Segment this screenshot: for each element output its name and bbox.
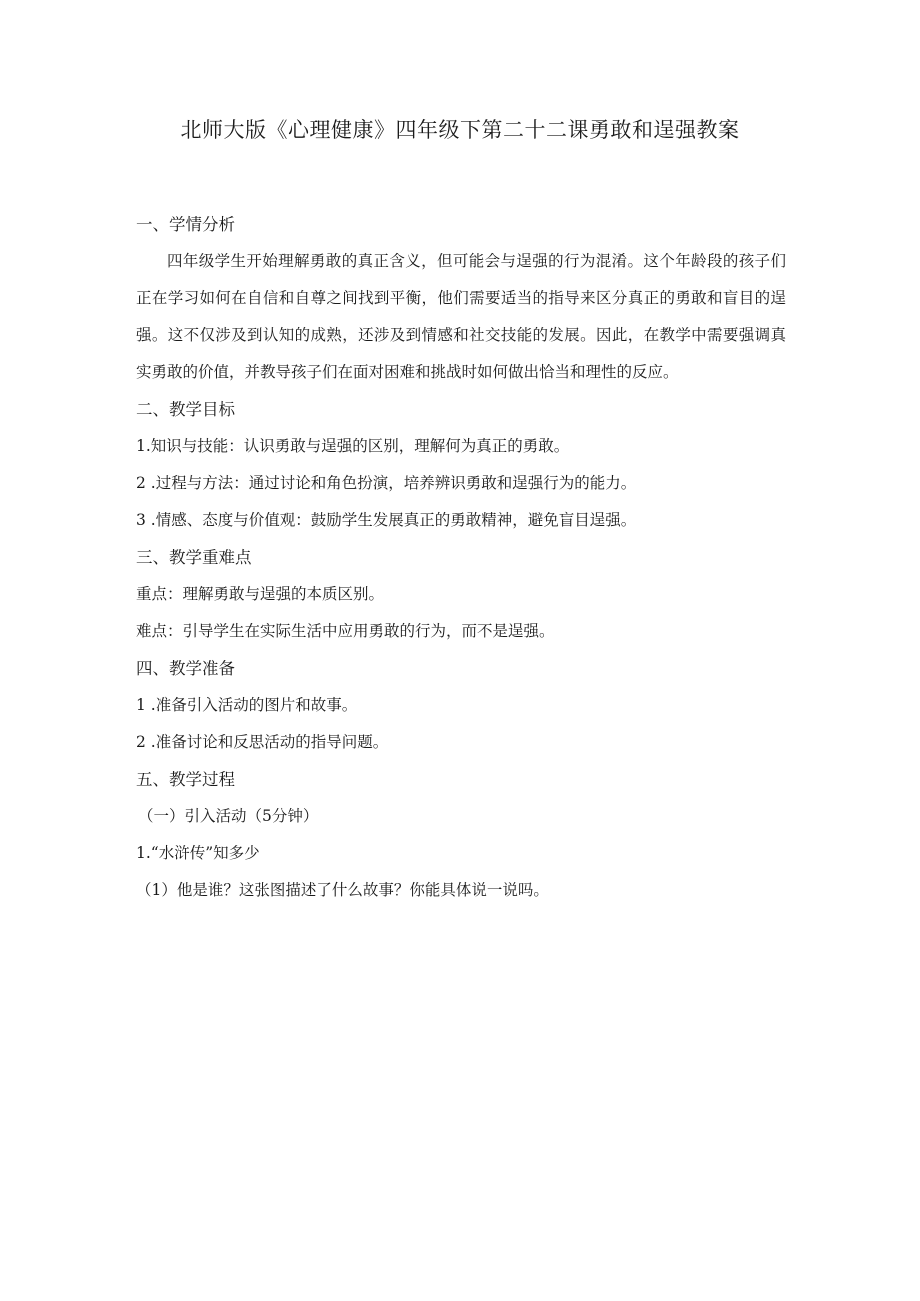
process-item-1: 1.“水浒传”知多少 bbox=[136, 844, 260, 862]
analysis-paragraph: 四年级学生开始理解勇敢的真正含义，但可能会与逞强的行为混淆。这个年龄段的孩子们正在学习如何在自信和自尊之间找到平衡，他们需要适当的指导来区分真正的勇敢和盲目的逞强。这不仅涉及到认知的成熟，还涉及到情感和社交技能的发展。因此，在教学中需要强调真实勇敢的价值，并教导孩子们在面对困难和挑战时如何做出恰当和理性的反应。 bbox=[136, 252, 786, 381]
process-question-1: （1）他是谁？这张图描述了什么故事？你能具体说一说吗。 bbox=[136, 881, 549, 899]
document-title: 北师大版《心理健康》四年级下第二十二课勇敢和逞强教案 bbox=[180, 118, 740, 142]
key-point-focus: 重点：理解勇敢与逞强的本质区别。 bbox=[136, 585, 385, 603]
document-body bbox=[136, 206, 786, 909]
goal-item-3: 3 .情感、态度与价值观：鼓励学生发展真正的勇敢精神，避免盲目逞强。 bbox=[136, 511, 637, 529]
preparation-item-2: 2 .准备讨论和反思活动的指导问题。 bbox=[136, 733, 389, 751]
goal-item-2: 2 .过程与方法：通过讨论和角色扮演，培养辨识勇敢和逞强行为的能力。 bbox=[136, 474, 637, 492]
process-subheading: （一）引入活动（5分钟） bbox=[138, 807, 319, 825]
preparation-item-1: 1 .准备引入活动的图片和故事。 bbox=[136, 696, 358, 714]
section-heading-key-points: 三、教学重难点 bbox=[136, 548, 252, 567]
section-heading-analysis: 一、学情分析 bbox=[136, 215, 235, 234]
goal-item-1: 1.知识与技能：认识勇敢与逞强的区别，理解何为真正的勇敢。 bbox=[136, 437, 570, 455]
section-heading-goals: 二、教学目标 bbox=[136, 400, 235, 419]
key-point-difficulty: 难点：引导学生在实际生活中应用勇敢的行为，而不是逞强。 bbox=[136, 622, 555, 640]
section-heading-process: 五、教学过程 bbox=[136, 770, 235, 789]
section-heading-preparation: 四、教学准备 bbox=[136, 659, 235, 678]
